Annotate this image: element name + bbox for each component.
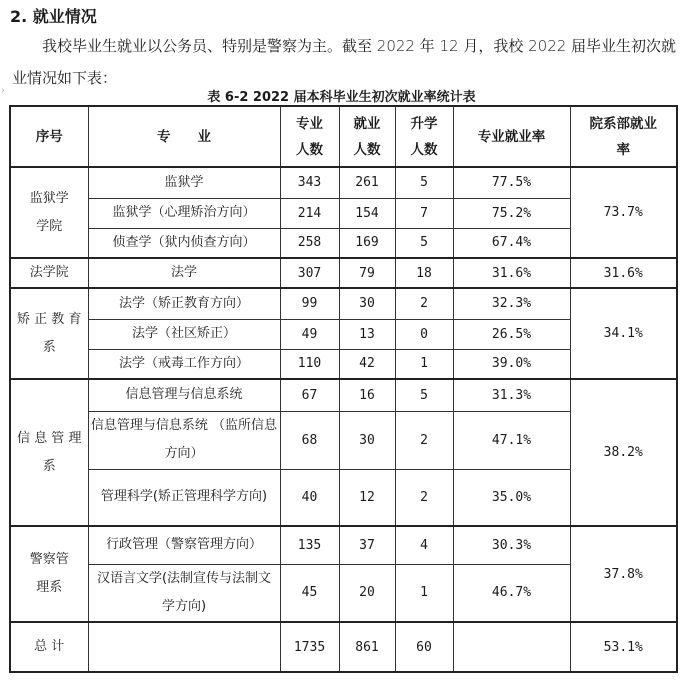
further-cell: 4	[395, 526, 453, 564]
enrolled-cell: 67	[280, 379, 339, 411]
major-rate-cell: 35.0%	[453, 469, 570, 526]
header-dept-rate: 院系部就业 率	[570, 106, 677, 167]
further-cell: 2	[395, 288, 453, 319]
margin-marker-icon: ›	[1, 86, 5, 96]
major-rate-cell: 39.0%	[453, 349, 570, 379]
header-row	[10, 106, 677, 167]
major-cell: 法学（戒毒工作方向）	[88, 349, 280, 379]
major-rate-cell: 30.3%	[453, 526, 570, 564]
enrolled-cell: 110	[280, 349, 339, 379]
major-rate-cell: 75.2%	[453, 198, 570, 228]
employed-cell: 37	[339, 526, 395, 564]
major-rate-cell: 47.1%	[453, 411, 570, 469]
major-cell: 监狱学（心理矫治方向）	[88, 198, 280, 228]
header-further-study: 升学 人数	[395, 106, 453, 167]
total-enrolled-cell: 1735	[280, 622, 339, 672]
major-cell: 法学	[88, 258, 280, 288]
further-cell: 5	[395, 379, 453, 411]
table-row	[10, 288, 677, 319]
enrolled-cell: 307	[280, 258, 339, 288]
further-cell: 0	[395, 319, 453, 349]
enrolled-cell: 99	[280, 288, 339, 319]
total-dept-rate-cell: 53.1%	[570, 622, 677, 672]
major-cell: 法学（社区矫正）	[88, 319, 280, 349]
major-cell: 行政管理（警察管理方向）	[88, 526, 280, 564]
employed-cell: 20	[339, 564, 395, 622]
dept-rate-cell: 34.1%	[570, 288, 677, 379]
enrolled-cell: 135	[280, 526, 339, 564]
major-rate-cell: 31.6%	[453, 258, 570, 288]
header-enrolled: 专业 人数	[280, 106, 339, 167]
dept-rate-cell: 37.8%	[570, 526, 677, 622]
major-cell: 侦查学（狱内侦查方向）	[88, 228, 280, 258]
employed-cell: 16	[339, 379, 395, 411]
major-cell: 监狱学	[88, 167, 280, 198]
header-major: 专 业	[88, 106, 280, 167]
enrolled-cell: 343	[280, 167, 339, 198]
major-rate-cell: 46.7%	[453, 564, 570, 622]
further-cell: 1	[395, 564, 453, 622]
table-row	[10, 379, 677, 411]
table-row	[10, 526, 677, 564]
total-major-rate-cell	[453, 622, 570, 672]
enrolled-cell: 49	[280, 319, 339, 349]
major-rate-cell: 31.3%	[453, 379, 570, 411]
table-caption: 表 6-2 2022 届本科毕业生初次就业率统计表	[207, 90, 476, 105]
total-major-cell	[88, 622, 280, 672]
major-rate-cell: 67.4%	[453, 228, 570, 258]
dept-rate-cell: 73.7%	[570, 167, 677, 258]
dept-cell: 法学院	[10, 258, 88, 288]
employed-cell: 12	[339, 469, 395, 526]
table-row	[10, 167, 677, 198]
employed-cell: 79	[339, 258, 395, 288]
further-cell: 2	[395, 411, 453, 469]
total-employed-cell: 861	[339, 622, 395, 672]
header-index: 序号	[10, 106, 88, 167]
dept-cell: 警察管理系	[10, 526, 88, 622]
enrolled-cell: 258	[280, 228, 339, 258]
major-cell: 法学（矫正教育方向）	[88, 288, 280, 319]
further-cell: 18	[395, 258, 453, 288]
employed-cell: 261	[339, 167, 395, 198]
further-cell: 2	[395, 469, 453, 526]
further-cell: 7	[395, 198, 453, 228]
dept-cell: 信 息 管 理系	[10, 379, 88, 526]
employed-cell: 154	[339, 198, 395, 228]
dept-rate-cell: 31.6%	[570, 258, 677, 288]
dept-cell: 监狱学学院	[10, 167, 88, 258]
major-cell: 信息管理与信息系统 （监所信息方向）	[88, 411, 280, 469]
dept-cell: 矫 正 教 育系	[10, 288, 88, 379]
major-cell: 信息管理与信息系统	[88, 379, 280, 411]
enrolled-cell: 214	[280, 198, 339, 228]
dept-rate-cell: 38.2%	[570, 379, 677, 526]
employed-cell: 13	[339, 319, 395, 349]
employed-cell: 30	[339, 411, 395, 469]
intro-paragraph: 我校毕业生就业以公务员、特别是警察为主。截至 2022 年 12 月，我校 2022 届毕业生初次就业情况如下表：	[12, 37, 677, 87]
major-cell: 汉语言文学(法制宣传与法制文学方向)	[88, 564, 280, 622]
total-further-cell: 60	[395, 622, 453, 672]
enrolled-cell: 68	[280, 411, 339, 469]
enrolled-cell: 40	[280, 469, 339, 526]
section-heading: 2. 就业情况	[10, 7, 97, 26]
header-employed: 就业 人数	[339, 106, 395, 167]
enrolled-cell: 45	[280, 564, 339, 622]
major-rate-cell: 26.5%	[453, 319, 570, 349]
employed-cell: 42	[339, 349, 395, 379]
major-cell: 管理科学(矫正管理科学方向)	[88, 469, 280, 526]
employed-cell: 169	[339, 228, 395, 258]
major-rate-cell: 77.5%	[453, 167, 570, 198]
employed-cell: 30	[339, 288, 395, 319]
further-cell: 1	[395, 349, 453, 379]
further-cell: 5	[395, 167, 453, 198]
header-major-rate: 专业就业率	[453, 106, 570, 167]
total-row	[10, 622, 677, 672]
total-label: 总 计	[10, 622, 88, 672]
table-row	[10, 258, 677, 288]
major-rate-cell: 32.3%	[453, 288, 570, 319]
further-cell: 5	[395, 228, 453, 258]
employment-stats-table	[9, 105, 678, 673]
